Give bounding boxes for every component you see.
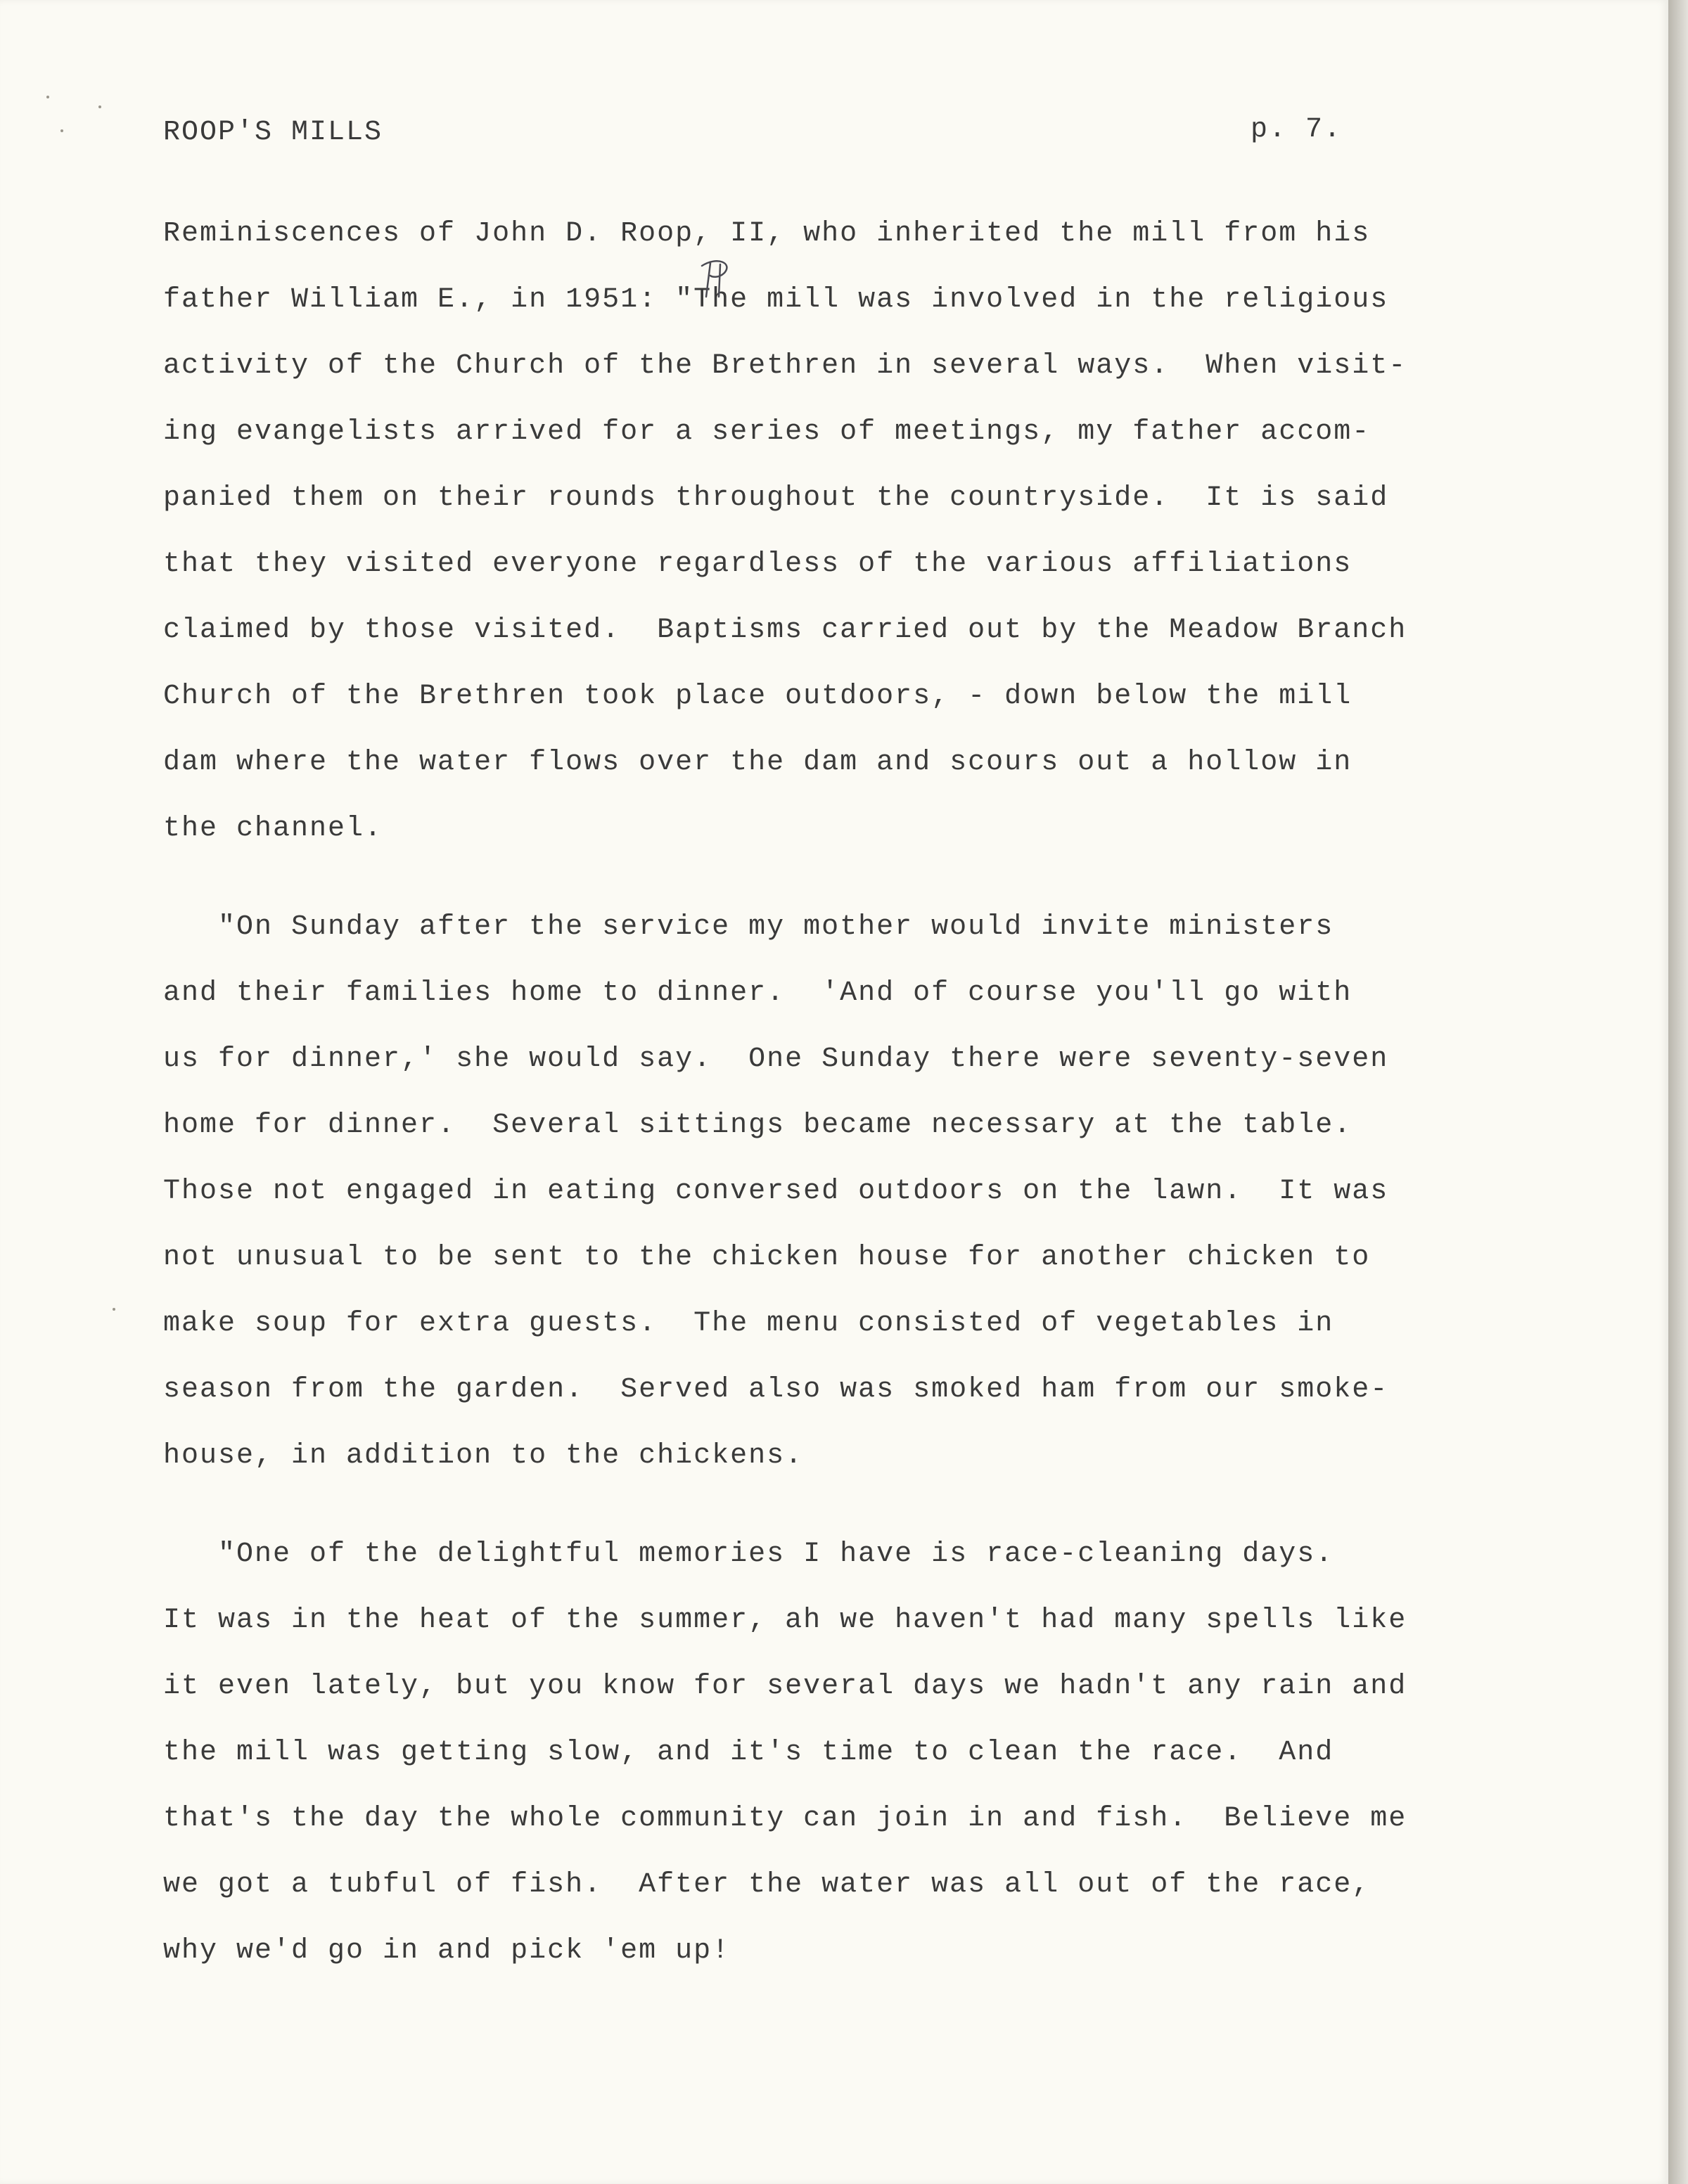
text-line: that's the day the whole community can join in and fish. Believe me <box>163 1803 1407 1835</box>
text-line: make soup for extra guests. The menu consisted of vegetables in <box>163 1308 1334 1340</box>
text-line: the mill was getting slow, and it's time to clean the race. And <box>163 1737 1334 1768</box>
text-line: we got a tubful of fish. After the water was all out of the race, <box>163 1869 1371 1901</box>
paper-speck <box>98 105 101 108</box>
text-line: us for dinner,' she would say. One Sunday there were seventy-seven <box>163 1043 1389 1075</box>
text-line: "On Sunday after the service my mother would invite ministers <box>163 911 1334 943</box>
text-line: why we'd go in and pick 'em up! <box>163 1935 731 1967</box>
text-line: It was in the heat of the summer, ah we haven't had many spells like <box>163 1605 1407 1636</box>
text-line: ing evangelists arrived for a series of meetings, my father accom- <box>163 416 1371 448</box>
page-header-title: ROOP'S MILLS <box>163 117 383 148</box>
text-line: season from the garden. Served also was smoked ham from our smoke- <box>163 1374 1389 1406</box>
text-line: house, in addition to the chickens. <box>163 1440 804 1472</box>
text-line: not unusual to be sent to the chicken house for another chicken to <box>163 1242 1371 1273</box>
page-number: p. 7. <box>1251 114 1343 146</box>
text-line: and their families home to dinner. 'And of course you'll go with <box>163 977 1353 1009</box>
page-edge-shadow <box>1668 0 1688 2184</box>
text-line: panied them on their rounds throughout the countryside. It is said <box>163 482 1389 514</box>
text-line: it even lately, but you know for several days we hadn't any rain and <box>163 1671 1407 1702</box>
paper-speck <box>113 1308 115 1311</box>
text-line: father William E., in 1951: "The mill was involved in the religious <box>163 284 1389 316</box>
text-line: Those not engaged in eating conversed outdoors on the lawn. It was <box>163 1176 1389 1207</box>
text-line: that they visited everyone regardless of the various affiliations <box>163 548 1353 580</box>
text-line: home for dinner. Several sittings became necessary at the table. <box>163 1110 1353 1141</box>
text-line: dam where the water flows over the dam and scours out a hollow in <box>163 747 1353 778</box>
paper-speck <box>60 129 63 132</box>
text-line: the channel. <box>163 813 383 844</box>
text-line: claimed by those visited. Baptisms carried out by the Meadow Branch <box>163 615 1407 646</box>
text-line: activity of the Church of the Brethren in several ways. When visit- <box>163 350 1407 382</box>
handwritten-paragraph-mark <box>696 257 736 300</box>
text-line: "One of the delightful memories I have is race-cleaning days. <box>163 1539 1334 1570</box>
text-line: Reminiscences of John D. Roop, II, who inherited the mill from his <box>163 218 1371 250</box>
paper-speck <box>46 96 49 98</box>
text-line: Church of the Brethren took place outdoors, - down below the mill <box>163 681 1353 712</box>
